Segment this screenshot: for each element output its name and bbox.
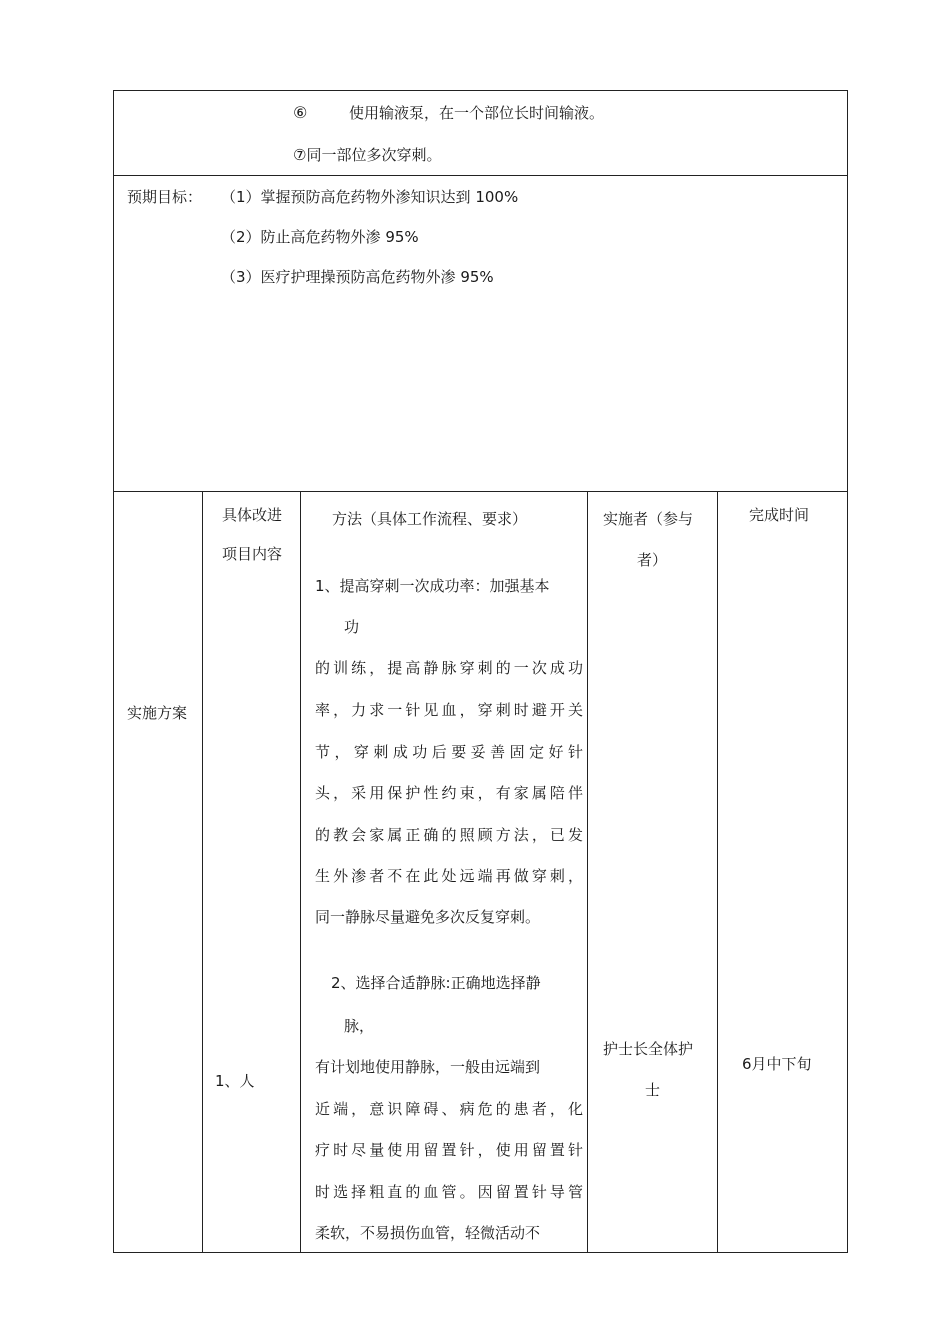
goals-label: 预期目标： bbox=[127, 188, 203, 206]
method-line: 疗时尽量使用留置针，使用留置针 bbox=[315, 1141, 583, 1159]
header-executor-line1: 实施者（参与 bbox=[603, 510, 694, 528]
header-method: 方法（具体工作流程、要求） bbox=[332, 510, 528, 528]
method-block-2-title-cont: 脉， bbox=[344, 1017, 375, 1035]
completion-time: 6月中下旬 bbox=[742, 1055, 812, 1073]
header-executor-line2: 者） bbox=[637, 551, 668, 569]
method-line: 柔软，不易损伤血管，轻微活动不 bbox=[315, 1224, 541, 1242]
method-line: 的教会家属正确的照顾方法，已发 bbox=[315, 826, 583, 844]
method-line: 节，穿刺成功后要妥善固定好针 bbox=[315, 743, 583, 761]
header-time: 完成时间 bbox=[749, 506, 810, 524]
method-line: 有计划地使用静脉，一般由远端到 bbox=[315, 1058, 541, 1076]
header-item-line1: 具体改进 bbox=[222, 506, 283, 524]
col-divider-1 bbox=[202, 491, 203, 1253]
plan-item: 1、人 bbox=[215, 1072, 255, 1090]
executor-line1: 护士长全体护 bbox=[603, 1040, 694, 1058]
col-divider-2 bbox=[300, 491, 301, 1253]
table-top-border bbox=[113, 90, 848, 91]
col-divider-3 bbox=[587, 491, 588, 1253]
header-item-line2: 项目内容 bbox=[222, 545, 283, 563]
method-line: 率，力求一针见血，穿刺时避开关 bbox=[315, 701, 583, 719]
row-divider-1 bbox=[113, 175, 848, 176]
method-block-1-title-cont: 功 bbox=[344, 618, 360, 636]
method-block-1-title: 1、提高穿刺一次成功率：加强基本 bbox=[315, 577, 550, 595]
method-block-2-title: 2、选择合适静脉:正确地选择静 bbox=[331, 974, 541, 992]
method-line: 头，采用保护性约束，有家属陪伴 bbox=[315, 784, 583, 802]
risk-item-6-text: 使用输液泵，在一个部位长时间输液。 bbox=[349, 104, 605, 122]
method-line: 生外渗者不在此处远端再做穿刺， bbox=[315, 867, 583, 885]
col-divider-4 bbox=[717, 491, 718, 1253]
method-line: 近端，意识障碍、病危的患者，化 bbox=[315, 1100, 583, 1118]
method-line: 的训练，提高静脉穿刺的一次成功 bbox=[315, 659, 583, 677]
risk-item-6-marker: ⑥ bbox=[293, 103, 308, 122]
table-bottom-border bbox=[113, 1252, 848, 1253]
executor-line2: 士 bbox=[645, 1081, 661, 1099]
goal-item: （2）防止高危药物外渗 95% bbox=[221, 228, 419, 246]
row-divider-2 bbox=[113, 491, 848, 492]
plan-row-label: 实施方案 bbox=[127, 704, 188, 722]
method-line: 时选择粗直的血管。因留置针导管 bbox=[315, 1183, 583, 1201]
method-line: 同一静脉尽量避免多次反复穿刺。 bbox=[315, 908, 541, 926]
goal-item: （1）掌握预防高危药物外渗知识达到 100% bbox=[221, 188, 519, 206]
risk-item-7: ⑦同一部位多次穿刺。 bbox=[293, 146, 442, 164]
goal-item: （3）医疗护理操预防高危药物外渗 95% bbox=[221, 268, 494, 286]
